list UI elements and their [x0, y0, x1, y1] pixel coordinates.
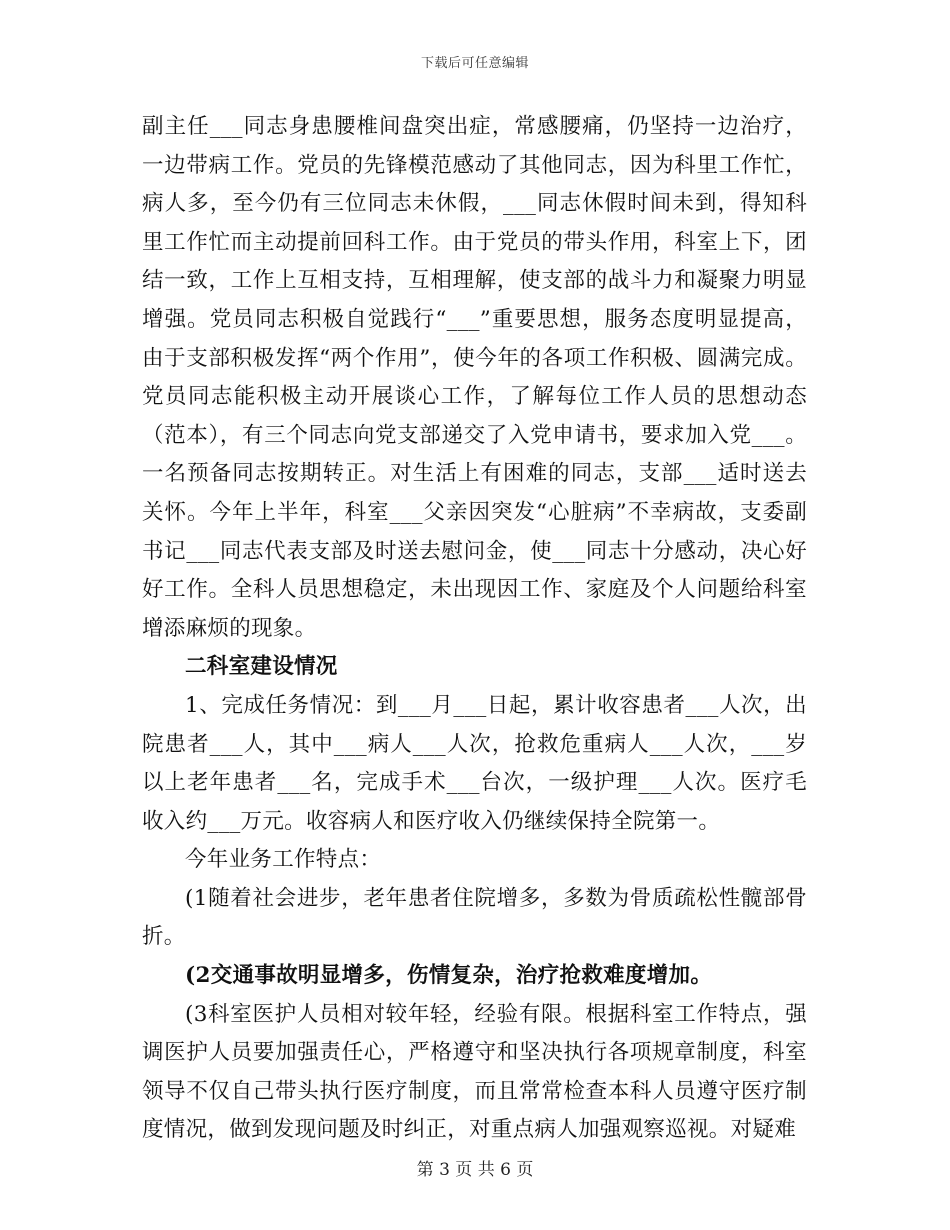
- list-item-elderly-patients: (1随着社会进步，老年患者住院增多，多数为骨质疏松性髋部骨折。: [142, 885, 807, 950]
- paragraph-work-characteristics-intro: 今年业务工作特点：: [185, 847, 382, 873]
- page-header: 下载后可任意编辑: [420, 56, 529, 71]
- list-item-traffic-accidents: (2交通事故明显增多，伤情复杂，治疗抢救难度增加。: [185, 963, 713, 989]
- section-heading-department-construction: 二科室建设情况: [185, 654, 338, 680]
- paragraph-task-completion: 1、完成任务情况：到___月___日起，累计收容患者___人次，出院患者___人，其中___病人___人次，抢救危重病人___人次，___岁以上老年患者___名，完成手术___台次，一级护理___人次。医疗毛收入约___万元。收容病人和医疗收入仍继续保持全院第一。: [142, 692, 807, 834]
- paragraph-party-members: 副主任___同志身患腰椎间盘突出症，常感腰痛，仍坚持一边治疗，一边带病工作。党员的先锋模范感动了其他同志，因为科里工作忙，病人多，至今仍有三位同志未休假，___同志休假时间未到，得知科里工作忙而主动提前回科工作。由于党员的带头作用，科室上下，团结一致，工作上互相支持，互相理解，使支部的战斗力和凝聚力明显增强。党员同志积极自觉践行“___”重要思想，服务态度明显提高，由于支部积极发挥“两个作用”，使今年的各项工作积极、圆满完成。党员同志能积极主动开展谈心工作，了解每位工作人员的思想动态（范本），有三个同志向党支部递交了入党申请书，要求加入党___。一名预备同志按期转正。对生活上有困难的同志，支部___适时送去关怀。今年上半年，科室___父亲因突发“心脏病”不幸病故，支委副书记___同志代表支部及时送去慰问金，使___同志十分感动，决心好好工作。全科人员思想稳定，未出现因工作、家庭及个人问题给科室增添麻烦的现象。: [142, 114, 807, 641]
- page-footer: 第 3 页 共 6 页: [416, 1160, 534, 1180]
- document-body: [142, 108, 807, 1150]
- list-item-young-staff: (3科室医护人员相对较年轻，经验有限。根据科室工作特点，强调医护人员要加强责任心，严格遵守和坚决执行各项规章制度，科室领导不仅自己带头执行医疗制度，而且常常检查本科人员遵守医疗制度情况，做到发现问题及时纠正，对重点病人加强观察巡视。对疑难: [142, 1001, 807, 1143]
